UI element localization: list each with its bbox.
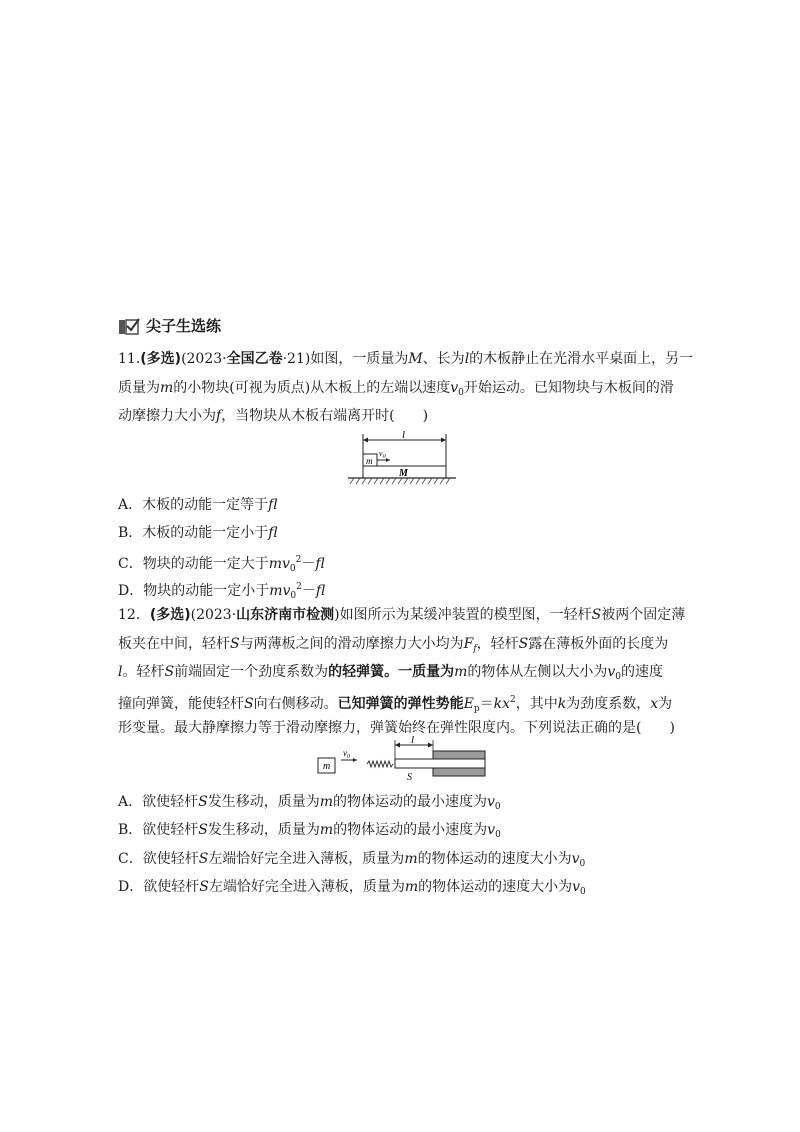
q12-var-F-sub: f [473, 644, 477, 654]
q12-eq: ＝ [479, 696, 494, 712]
q12-option-c[interactable] [118, 849, 585, 874]
q12-text: 板夹在中间，轻杆 [118, 636, 230, 652]
q11-option-a[interactable] [118, 495, 277, 515]
option-expr: fl [268, 497, 278, 513]
option-label: B． [118, 822, 143, 838]
q12-var-S: S [518, 636, 529, 652]
option-label: C． [118, 556, 143, 572]
option-text: 欲使轻杆 [142, 851, 199, 867]
q11-line-3 [118, 406, 428, 426]
q11-number: 11. [118, 351, 141, 367]
option-expr: mv [269, 583, 291, 599]
option-var-v: v [572, 879, 581, 895]
section-header [118, 315, 221, 336]
q11-tag: (多选) [140, 351, 182, 367]
q11-text: 动摩擦力大小为 [118, 408, 216, 424]
q11-text: 开始运动。已知物块与木板间的滑 [463, 380, 674, 396]
q11-line-1 [118, 349, 693, 369]
option-var-m: m [404, 879, 419, 895]
q11-option-d[interactable] [118, 577, 325, 606]
q12-text: 撞向弹簧，能使轻杆 [118, 696, 244, 712]
q12-var-x: x [650, 696, 659, 712]
q11-text: 的小物块(可视为质点)从木板上的左端以速度 [173, 380, 451, 396]
q12-var-m: m [454, 664, 468, 680]
option-var-v-sub: 0 [580, 887, 586, 897]
option-label: B． [118, 525, 143, 541]
fig12-m-label: m [323, 761, 331, 772]
q12-var-v: v [607, 664, 616, 680]
q12-text: ，轻杆 [476, 636, 519, 652]
q11-text: 质量为 [118, 380, 160, 396]
q12-option-a[interactable] [118, 792, 501, 817]
q12-text: 向右侧移动。 [253, 696, 338, 712]
checkmark-square-icon [118, 317, 140, 335]
option-label: A． [118, 794, 143, 810]
q12-text: 露在薄板外面的长度为 [528, 636, 669, 652]
fig11-v-label: $v_0$ [379, 449, 386, 460]
option-text: 欲使轻杆 [143, 879, 200, 895]
q12-sup: 2 [509, 695, 516, 705]
option-text: 欲使轻杆 [142, 822, 199, 838]
option-sub: 0 [289, 564, 296, 574]
option-var-v: v [487, 794, 495, 810]
q12-text: 。轻杆 [122, 664, 165, 680]
option-text: 物块的动能一定大于 [142, 556, 269, 572]
option-var-v-sub: 0 [495, 830, 501, 840]
q11-source-pre: (2023· [181, 351, 227, 367]
q12-text: 的物体从左侧以大小为 [467, 664, 608, 680]
q12-var-k: k [557, 696, 567, 712]
q12-text: ，其中 [515, 696, 558, 712]
q11-var-f: f [216, 408, 222, 424]
option-expr: mv [268, 556, 290, 572]
q11-option-b[interactable] [118, 523, 278, 543]
q12-line-1 [118, 605, 685, 625]
q11-var-v: v [450, 380, 459, 396]
q12-text: 为劲度系数， [566, 696, 651, 712]
q12-text: 前端固定一个劲度系数为 [174, 664, 329, 680]
option-var-m: m [319, 822, 334, 838]
option-text: 发生移动，质量为 [207, 794, 320, 810]
q12-text: 的速度 [621, 664, 664, 680]
option-var-m: m [319, 794, 333, 810]
q12-source-pre: (2023· [190, 607, 237, 623]
q12-source: 山东济南市检测 [236, 607, 335, 623]
q12-text-bold: 的轻弹簧。一质量为 [328, 664, 455, 680]
option-text: 左端恰好完全进入薄板，质量为 [208, 851, 405, 867]
q11-source-post: ·21) [282, 351, 311, 367]
light-rod-S [395, 759, 485, 768]
fig11-l-label: l [402, 429, 406, 441]
q12-text: 为 [658, 696, 673, 712]
fig12-l-label: l [411, 736, 415, 746]
q12-var-E: E [463, 696, 474, 712]
option-text: 的物体运动的最小速度为 [333, 794, 487, 810]
thin-plate-bottom [433, 768, 485, 776]
fig11-M-label: M [399, 468, 408, 479]
option-var-S: S [198, 851, 209, 867]
q12-var-k: k [493, 696, 503, 712]
option-label: C． [118, 851, 143, 867]
option-sup: 2 [295, 555, 302, 565]
q11-text: 、长为 [422, 351, 465, 367]
option-var-S: S [198, 822, 208, 838]
option-label: D． [118, 879, 144, 895]
option-minus: － [301, 556, 316, 572]
option-var-v: v [487, 822, 496, 838]
q12-option-d[interactable] [118, 877, 586, 902]
option-text: 的物体运动的速度大小为 [418, 879, 573, 895]
velocity-arrowhead [386, 458, 390, 462]
q12-option-b[interactable] [118, 820, 501, 845]
option-text: 欲使轻杆 [142, 794, 199, 810]
q11-text: ，当物块从木板右端离开时( ) [221, 408, 429, 424]
option-var-m: m [404, 851, 418, 867]
q12-var-F: F [463, 636, 474, 652]
q12-var-S: S [230, 636, 240, 652]
fig11-m-label: m [366, 456, 373, 466]
q12-line-3 [118, 662, 663, 687]
q11-line-2 [118, 378, 674, 403]
option-text: 的物体运动的最小速度为 [333, 822, 488, 838]
option-var-S: S [199, 879, 209, 895]
option-var-S: S [198, 794, 208, 810]
spring [367, 761, 393, 767]
q11-figure [344, 428, 458, 490]
q12-source-post: ) [334, 607, 340, 623]
q11-var-v-sub: 0 [458, 388, 464, 398]
q11-text: 的木板静止在光滑水平桌面上，另一 [469, 351, 694, 367]
q11-source: 全国乙卷 [226, 351, 283, 367]
option-var-v-sub: 0 [494, 802, 501, 812]
option-expr: fl [268, 525, 278, 541]
q12-line-4 [118, 690, 672, 719]
option-expr: fl [315, 556, 325, 572]
thin-plate-top [433, 751, 485, 759]
q11-text: 如图，一质量为 [310, 351, 409, 367]
option-var-v: v [571, 851, 580, 867]
fig12-S-label: S [407, 772, 412, 782]
velocity-arrowhead [353, 758, 357, 762]
option-sub: 0 [290, 591, 297, 601]
option-var-v-sub: 0 [579, 859, 586, 869]
q11-option-c[interactable] [118, 550, 325, 579]
option-minus: － [301, 583, 316, 599]
q12-text: 如图所示为某缓冲装置的模型图，一轻杆 [339, 607, 592, 623]
option-text: 左端恰好完全进入薄板，质量为 [208, 879, 405, 895]
q12-var-l: l [118, 664, 123, 680]
q12-line-5 [118, 718, 675, 738]
q12-var-S: S [591, 607, 602, 623]
option-text: 木板的动能一定小于 [142, 525, 269, 541]
q12-text: 被两个固定薄 [601, 607, 686, 623]
q11-var-m: m [160, 380, 174, 396]
q12-var-E-sub: p [473, 704, 480, 714]
q12-text: 与两薄板之间的滑动摩擦力大小均为 [239, 636, 464, 652]
q11-var-M: M [408, 351, 423, 367]
q11-var-l: l [464, 351, 470, 367]
q12-var-x: x [502, 696, 510, 712]
q12-line-2 [118, 634, 668, 659]
option-text: 发生移动，质量为 [207, 822, 320, 838]
q12-var-S: S [164, 664, 175, 680]
q12-tag: (多选) [149, 607, 191, 623]
option-label: D． [118, 583, 144, 599]
q12-var-S: S [244, 696, 254, 712]
fig12-v-label: $v_0$ [343, 748, 350, 760]
q12-text: 形变量。最大静摩擦力等于滑动摩擦力，弹簧始终在弹性限度内。下列说法正确的是( ) [118, 720, 675, 736]
option-text: 物块的动能一定小于 [143, 583, 270, 599]
q12-number: 12． [118, 607, 150, 623]
option-expr: fl [315, 583, 326, 599]
section-title: 尖子生选练 [146, 317, 222, 335]
option-text: 的物体运动的速度大小为 [417, 851, 572, 867]
option-text: 木板的动能一定等于 [142, 497, 269, 513]
option-sup: 2 [296, 582, 302, 592]
q12-text-bold: 已知弹簧的弹性势能 [337, 696, 464, 712]
option-label: A． [118, 497, 143, 513]
q12-figure [315, 736, 495, 782]
q12-var-v-sub: 0 [615, 672, 622, 682]
